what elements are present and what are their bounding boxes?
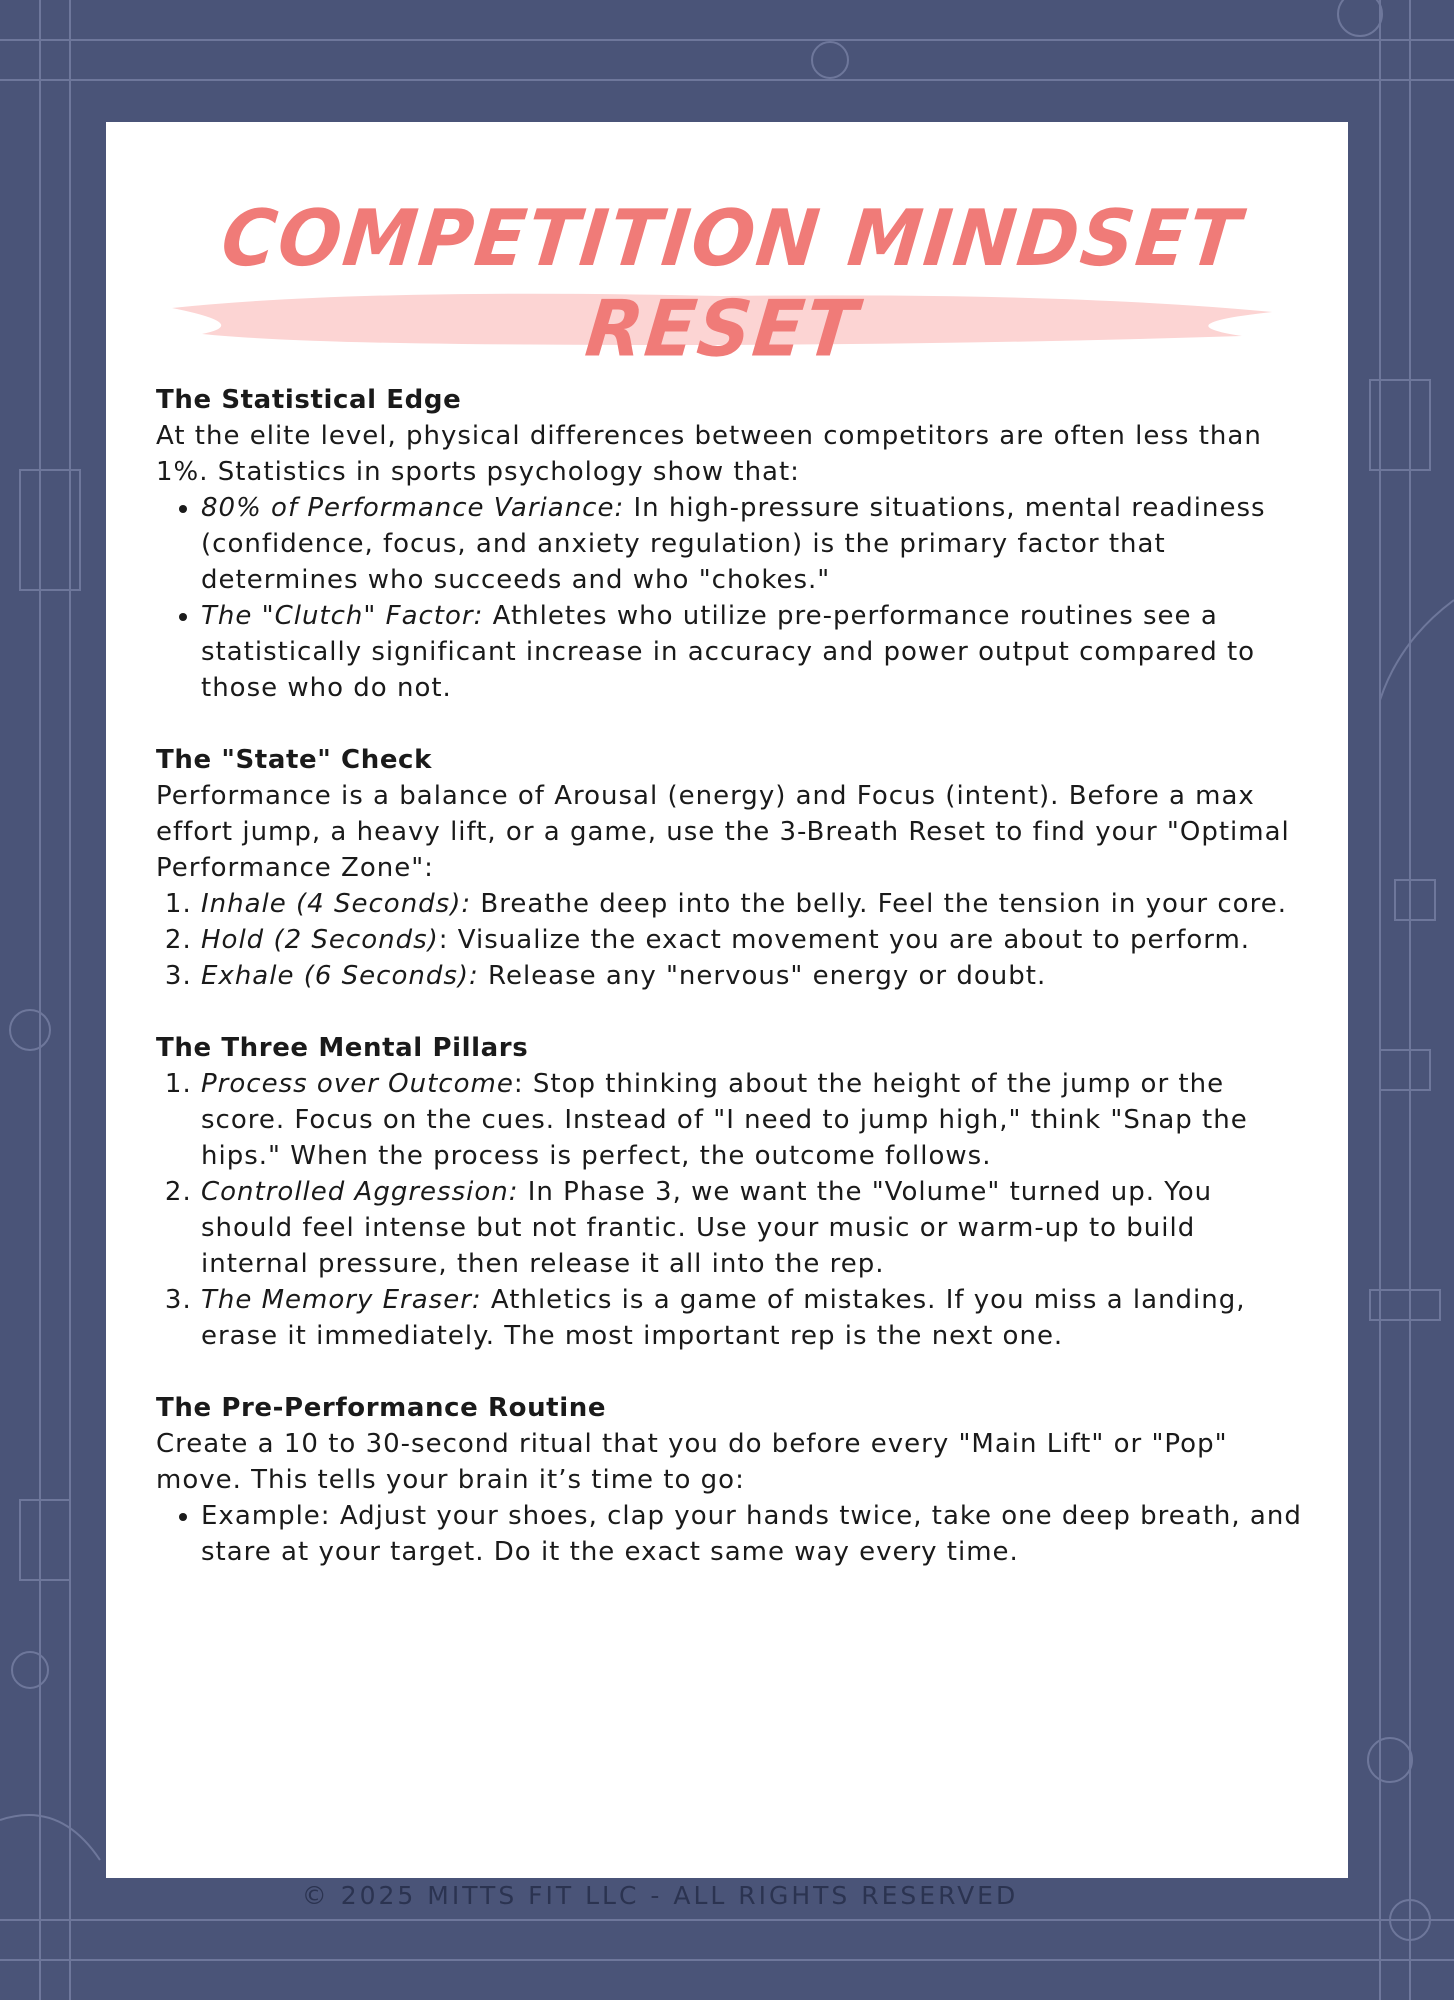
item-text: Release any "nervous" energy or doubt.: [478, 961, 1047, 991]
page-title: COMPETITION MINDSET RESET: [217, 193, 1247, 375]
numbered-list: [156, 886, 1306, 994]
section-intro: At the elite level, physical differences between competitors are often less than 1%. Statistics in sports psychology show that:: [156, 421, 1262, 487]
numbered-list: [156, 1066, 1306, 1354]
item-text: Athletics is a game of mistakes. If you miss a landing, erase it immediately. The most important rep is the next one.: [201, 1285, 1246, 1351]
content-card: [106, 122, 1348, 1878]
bullet-list: [156, 1498, 1306, 1570]
item-lead: The Memory Eraser:: [201, 1285, 482, 1315]
copyright-footer: © 2025 MITTS FIT LLC - ALL RIGHTS RESERVED: [301, 1881, 1019, 1910]
item-text: In Phase 3, we want the "Volume" turned up. You should feel intense but not frantic. Use your music or warm-up to build internal pressure, then release it all into the rep.: [201, 1177, 1213, 1279]
item-text: Breathe deep into the belly. Feel the tension in your core.: [471, 889, 1287, 919]
section-heading: The Three Mental Pillars: [156, 1033, 529, 1063]
list-item: [201, 490, 1306, 598]
item-text: Athletes who utilize pre-performance routines see a statistically significant increase in accuracy and power output compared to those who do not.: [201, 601, 1256, 703]
list-item: [201, 1066, 1306, 1174]
item-lead: The "Clutch" Factor:: [201, 601, 484, 631]
list-item: [201, 598, 1306, 706]
list-item: [201, 1498, 1306, 1570]
section-heading: The Pre-Performance Routine: [156, 1393, 607, 1423]
item-text: Example: Adjust your shoes, clap your hands twice, take one deep breath, and stare at your target. Do it the exact same way every time.: [201, 1501, 1302, 1567]
section-pre-performance-routine: [156, 1390, 1306, 1570]
item-lead: Hold (2 Seconds): [201, 925, 439, 955]
section-intro: Performance is a balance of Arousal (energy) and Focus (intent). Before a max effort jump, a heavy lift, or a game, use the 3-Breath Reset to find your "Optimal Performance Zone":: [156, 781, 1290, 883]
list-item: [201, 1174, 1306, 1282]
bullet-list: [156, 490, 1306, 706]
main-content: [156, 382, 1306, 1606]
section-intro: Create a 10 to 30-second ritual that you do before every "Main Lift" or "Pop" move. This tells your brain it’s time to go:: [156, 1429, 1228, 1495]
item-lead: Inhale (4 Seconds):: [201, 889, 472, 919]
section-heading: The "State" Check: [156, 745, 432, 775]
list-item: [201, 958, 1306, 994]
item-text: : Visualize the exact movement you are about to perform.: [438, 925, 1251, 955]
section-state-check: [156, 742, 1306, 994]
item-lead: Controlled Aggression:: [201, 1177, 519, 1207]
list-item: [201, 922, 1306, 958]
list-item: [201, 1282, 1306, 1354]
item-lead: 80% of Performance Variance:: [201, 493, 625, 523]
section-heading: The Statistical Edge: [156, 385, 462, 415]
item-lead: Process over Outcome: [201, 1069, 514, 1099]
section-mental-pillars: [156, 1030, 1306, 1354]
item-text: : Stop thinking about the height of the jump or the score. Focus on the cues. Instead of "I need to jump high," think "Snap the hips." When the process is perfect, the outcome follows.: [201, 1069, 1248, 1171]
section-statistical-edge: [156, 382, 1306, 706]
list-item: [201, 886, 1306, 922]
item-text: In high-pressure situations, mental readiness (confidence, focus, and anxiety regulation) is the primary factor that determines who succeeds and who "chokes.": [201, 493, 1266, 595]
item-lead: Exhale (6 Seconds):: [201, 961, 479, 991]
title-block: [106, 178, 1348, 375]
